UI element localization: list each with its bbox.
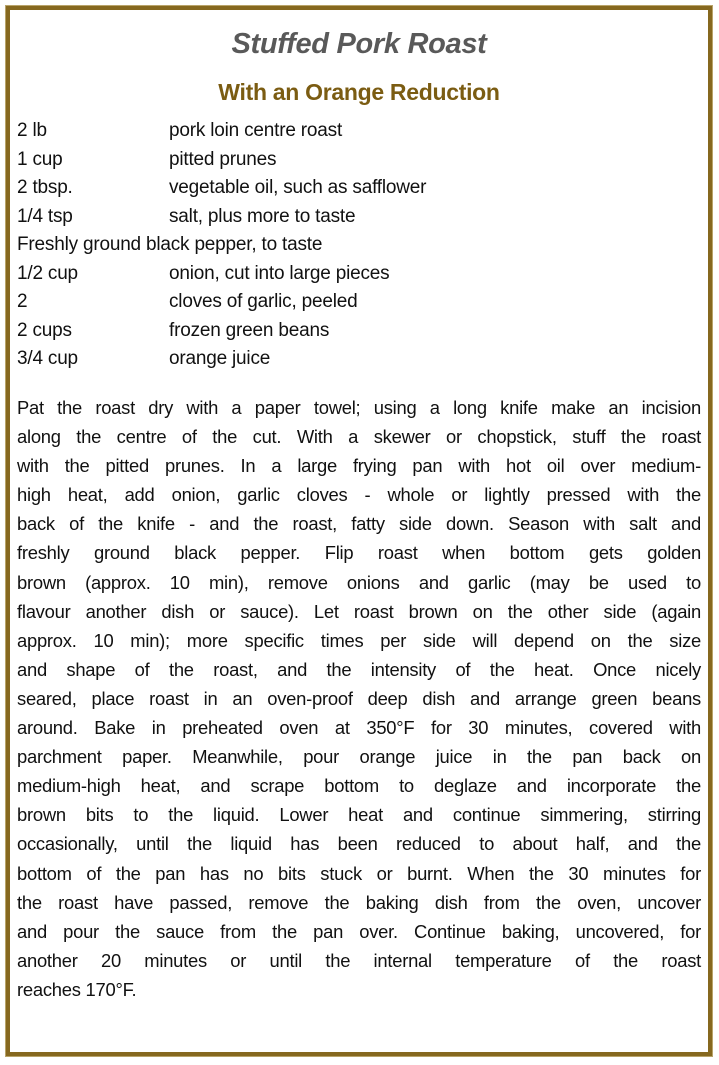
- ingredient-name: vegetable oil, such as safflower: [169, 177, 427, 198]
- method-line: along the centre of the cut. With a skewer or chopstick, stuff the roast: [17, 426, 701, 448]
- ingredient-name: salt, plus more to taste: [169, 205, 356, 227]
- method-line: medium-high heat, and scrape bottom to deglaze and incorporate the: [17, 775, 701, 797]
- ingredient-name: cloves of garlic, peeled: [169, 291, 358, 312]
- ingredient-list: [17, 117, 701, 374]
- recipe-title: Stuffed Pork Roast: [231, 28, 487, 60]
- ingredient-name: orange juice: [169, 348, 271, 369]
- ingredient-row: [17, 174, 701, 203]
- ingredient-name: frozen green beans: [169, 319, 330, 341]
- ingredient-quantity: 1/4 tsp: [17, 205, 73, 227]
- method-line: reaches 170°F.: [17, 978, 137, 1000]
- method-line: approx. 10 min); more specific times per side will depend on the size: [17, 629, 701, 651]
- method-paragraph: [17, 393, 701, 1004]
- method-line: high heat, add onion, garlic cloves - whole or lightly pressed with the: [17, 484, 701, 506]
- method-line: seared, place roast in an oven-proof deep dish and arrange green beans: [17, 687, 701, 709]
- ingredient-name: onion, cut into large pieces: [169, 262, 390, 284]
- recipe-card: [6, 6, 712, 1056]
- method-line: with the pitted prunes. In a large frying pan with hot oil over medium-: [17, 455, 701, 477]
- ingredient-row: [17, 203, 701, 232]
- ingredient-name: pork loin centre roast: [169, 120, 343, 141]
- method-line: the roast have passed, remove the baking dish from the oven, uncover: [17, 891, 701, 913]
- method-line: occasionally, until the liquid has been reduced to about half, and the: [17, 833, 701, 855]
- method-line: around. Bake in preheated oven at 350°F for 30 minutes, covered with: [17, 717, 701, 739]
- method-line: Pat the roast dry with a paper towel; using a long knife make an incision: [17, 397, 701, 418]
- ingredient-quantity: 3/4 cup: [17, 348, 78, 369]
- ingredient-row: [17, 288, 701, 317]
- ingredient-quantity: 2 tbsp.: [17, 177, 73, 198]
- method-line: and shape of the roast, and the intensity of the heat. Once nicely: [17, 658, 701, 680]
- method-line: back of the knife - and the roast, fatty side down. Season with salt and: [17, 513, 701, 535]
- method-line: and pour the sauce from the pan over. Continue baking, uncovered, for: [17, 920, 701, 942]
- ingredient-quantity: 1/2 cup: [17, 262, 78, 284]
- method-line: another 20 minutes or until the internal temperature of the roast: [17, 949, 701, 971]
- method-line: bottom of the pan has no bits stuck or burnt. When the 30 minutes for: [17, 862, 701, 884]
- ingredient-row: [17, 117, 701, 146]
- method-line: freshly ground black pepper. Flip roast when bottom gets golden: [17, 542, 701, 564]
- ingredient-row: [17, 317, 701, 346]
- ingredient-quantity: Freshly ground black pepper, to taste: [17, 234, 323, 255]
- ingredient-row: [17, 345, 701, 374]
- ingredient-quantity: 2 lb: [17, 120, 47, 141]
- method-line: flavour another dish or sauce). Let roast brown on the other side (again: [17, 600, 701, 622]
- ingredient-row: [17, 260, 701, 289]
- ingredient-quantity: 2 cups: [17, 319, 72, 341]
- ingredient-row: [17, 146, 701, 175]
- ingredient-name: pitted prunes: [169, 148, 277, 170]
- ingredient-quantity: 2: [17, 291, 28, 312]
- ingredient-row: [17, 231, 701, 260]
- recipe-subtitle: With an Orange Reduction: [218, 79, 500, 105]
- method-line: parchment paper. Meanwhile, pour orange juice in the pan back on: [17, 746, 701, 768]
- ingredient-quantity: 1 cup: [17, 148, 63, 170]
- method-line: brown (approx. 10 min), remove onions and garlic (may be used to: [17, 571, 701, 593]
- method-line: brown bits to the liquid. Lower heat and continue simmering, stirring: [17, 804, 701, 826]
